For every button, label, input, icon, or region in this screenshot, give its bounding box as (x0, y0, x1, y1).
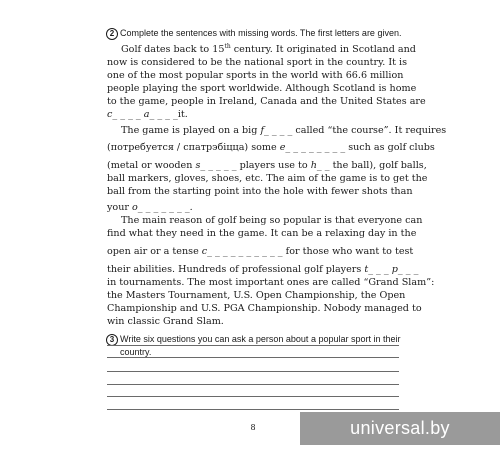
text-line: the Masters Tournament, U.S. Open Championship, the Open (107, 290, 406, 301)
watermark-logo: universal.by (300, 412, 500, 445)
text-line: find what they need in the game. It can be a relaxing day in the (107, 228, 417, 239)
gap-h: h_ _ (310, 160, 330, 171)
gap-c-a: c_ _ _ _ a_ _ _ _ (107, 109, 178, 120)
text-line: ball from the starting point into the hole with fewer shots than (107, 186, 413, 197)
task-3-instruction: Write six questions you can ask a person about a popular sport in their (120, 334, 401, 344)
task-2-heading (106, 27, 402, 40)
text-line: ball markers, gloves, shoes, etc. The aim of the game is to get the (107, 173, 428, 184)
answer-line[interactable] (107, 357, 399, 358)
answer-line[interactable] (107, 384, 399, 385)
gap-f: f_ _ _ _ (260, 125, 293, 136)
text-line: The main reason of golf being so popular is that everyone can (121, 215, 423, 226)
task-number-badge: 3 (106, 334, 118, 346)
text-line: your o_ _ _ _ _ _ _. (107, 202, 193, 213)
text-line: open air or a tense c_ _ _ _ _ _ _ _ _ _ for those who want to test (107, 246, 414, 257)
gap-c: c_ _ _ _ _ _ _ _ _ _ (201, 246, 283, 257)
answer-line[interactable] (107, 345, 399, 346)
task-2-instruction: Complete the sentences with missing words. The first letters are given. (120, 28, 402, 38)
text-line: Championship and U.S. PGA Championship. Nobody managed to (107, 303, 422, 314)
text-line: win classic Grand Slam. (107, 316, 224, 327)
task-number-badge: 2 (106, 28, 118, 40)
text-line: Golf dates back to 15th century. It originated in Scotland and (121, 42, 416, 55)
gap-e: e_ _ _ _ _ _ _ _ (279, 142, 346, 153)
text-line: (metal or wooden s_ _ _ _ _ players use to h_ _ the ball), golf balls, (107, 160, 427, 171)
answer-line[interactable] (107, 409, 399, 410)
text-line: people playing the sport worldwide. Although Scotland is home (107, 83, 417, 94)
text-line: to the game, people in Ireland, Canada and the United States are (107, 96, 426, 107)
text-line: their abilities. Hundreds of professional golf players t_ _ _ p_ _ _ (107, 264, 419, 275)
text-line: one of the most popular sports in the world with 66.6 million (107, 70, 404, 81)
gap-t-p: t_ _ _ p_ _ _ (364, 264, 419, 275)
page-number: 8 (250, 423, 256, 432)
text-line: now is considered to be the national sport in the country. It is (107, 57, 408, 68)
text-line: (потребуется / спатрэбіцца) some e_ _ _ _ _ _ _ _ such as golf clubs (107, 142, 435, 153)
text-line: c_ _ _ _ a_ _ _ _it. (107, 109, 188, 120)
text-line: The game is played on a big f_ _ _ _ called “the course”. It requires (121, 125, 447, 136)
answer-line[interactable] (107, 371, 399, 372)
answer-line[interactable] (107, 396, 399, 397)
gap-s: s_ _ _ _ _ (195, 160, 237, 171)
gap-o: o_ _ _ _ _ _ _ (132, 202, 190, 213)
text-line: in tournaments. The most important ones are called “Grand Slam”: (107, 277, 435, 288)
task-3-instruction-cont: country. (120, 347, 152, 357)
